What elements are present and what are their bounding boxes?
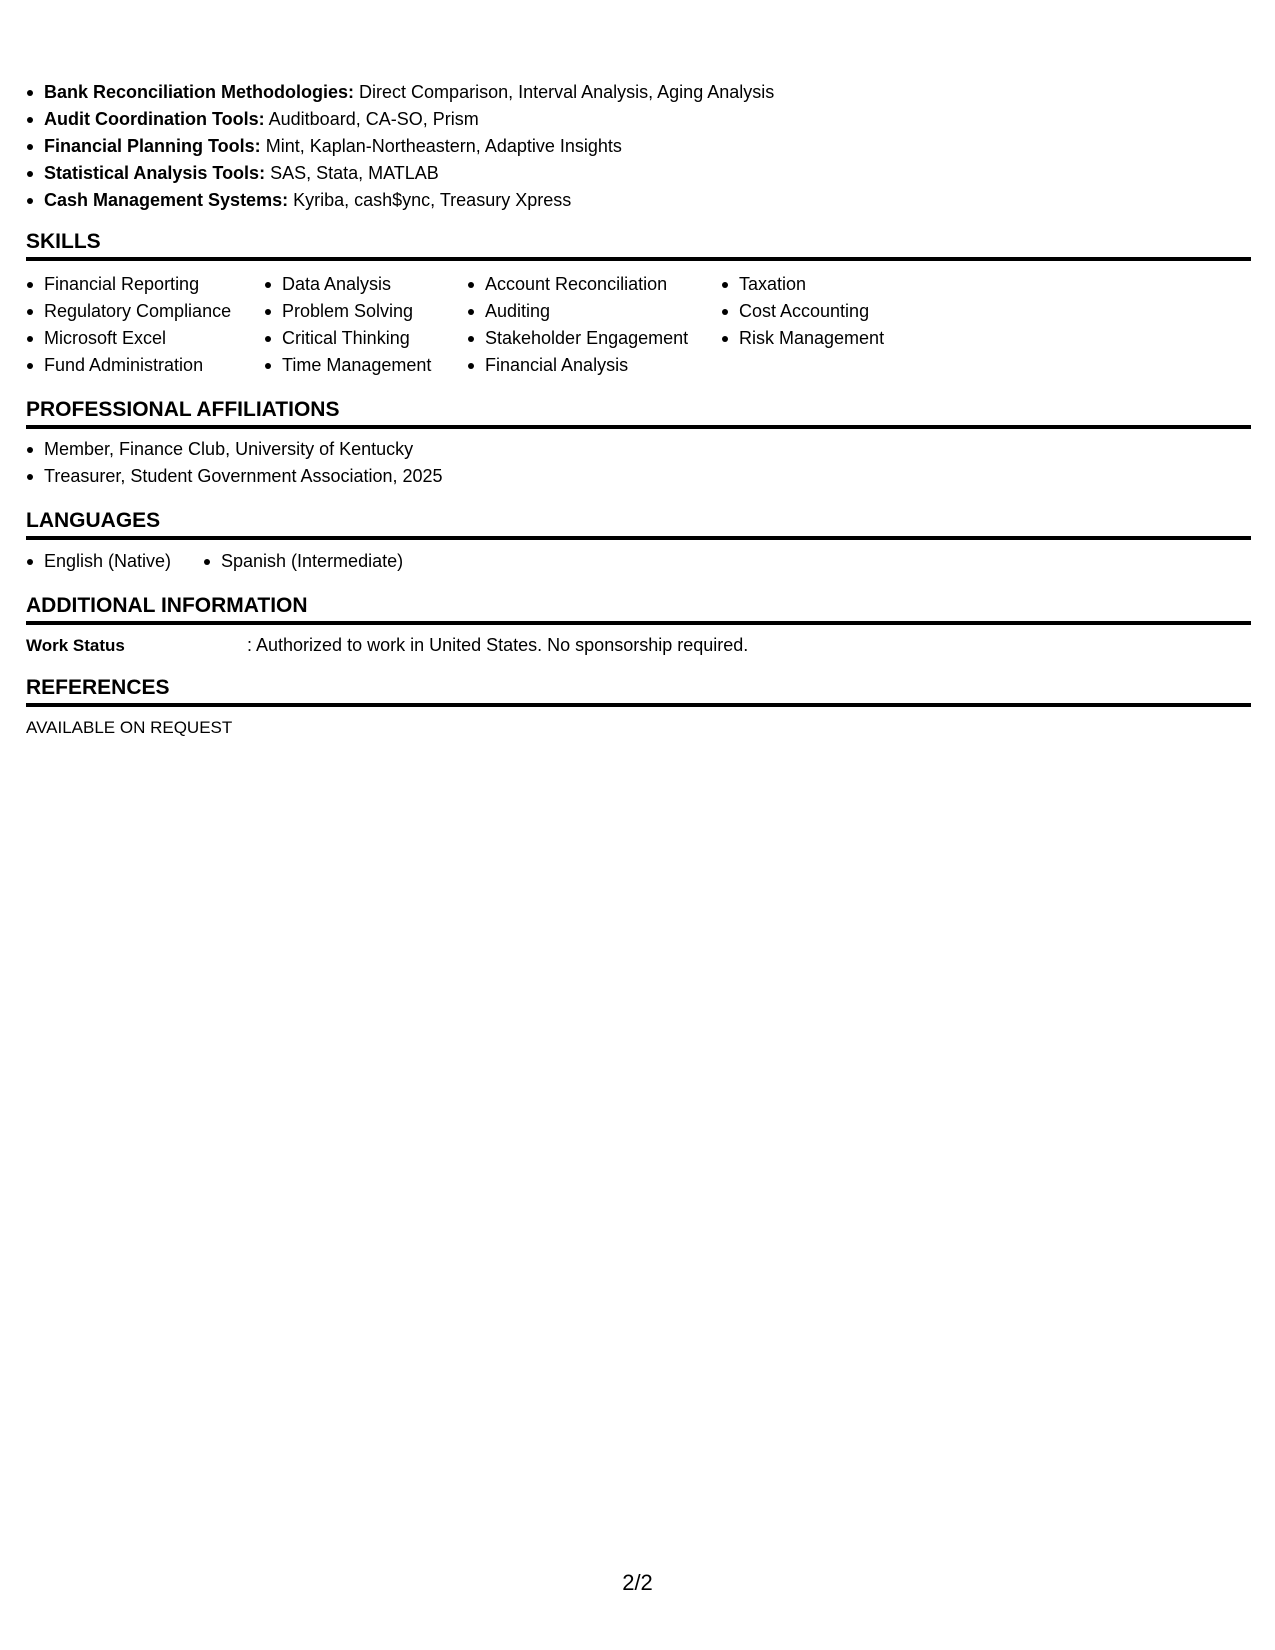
skill-item: Risk Management bbox=[721, 325, 884, 352]
skill-item: Stakeholder Engagement bbox=[467, 325, 688, 352]
affiliation-item: Member, Finance Club, University of Kentucky bbox=[26, 436, 443, 463]
skill-item: Critical Thinking bbox=[264, 325, 431, 352]
language-item: Spanish (Intermediate) bbox=[203, 548, 403, 575]
skill-item: Problem Solving bbox=[264, 298, 431, 325]
skill-item: Financial Analysis bbox=[467, 352, 688, 379]
skill-item: Time Management bbox=[264, 352, 431, 379]
skills-column-2 bbox=[264, 271, 431, 379]
tool-item-cash-management: Cash Management Systems: Kyriba, cash$ync, Treasury Xpress bbox=[26, 187, 774, 214]
work-status-label: Work Status bbox=[26, 636, 125, 655]
skill-item: Auditing bbox=[467, 298, 688, 325]
skill-item: Data Analysis bbox=[264, 271, 431, 298]
affiliation-item: Treasurer, Student Government Association, 2025 bbox=[26, 463, 443, 490]
tool-item-bank-reconciliation: Bank Reconciliation Methodologies: Direct Comparison, Interval Analysis, Aging Analysis bbox=[26, 79, 774, 106]
skills-column-1 bbox=[26, 271, 231, 379]
skills-column-3 bbox=[467, 271, 688, 379]
references-text: AVAILABLE ON REQUEST bbox=[26, 718, 233, 737]
skills-column-4 bbox=[721, 271, 884, 352]
skill-item: Taxation bbox=[721, 271, 884, 298]
affiliations-heading: PROFESSIONAL AFFILIATIONS bbox=[26, 397, 1251, 429]
additional-info-heading: ADDITIONAL INFORMATION bbox=[26, 593, 1251, 625]
tools-list bbox=[26, 79, 774, 214]
language-item: English (Native) bbox=[26, 548, 171, 575]
skill-item: Microsoft Excel bbox=[26, 325, 231, 352]
work-status-value: : Authorized to work in United States. No sponsorship required. bbox=[247, 635, 749, 655]
work-status-row bbox=[26, 634, 748, 657]
tool-item-audit-coordination: Audit Coordination Tools: Auditboard, CA-SO, Prism bbox=[26, 106, 774, 133]
skills-heading: SKILLS bbox=[26, 229, 1251, 261]
tool-item-financial-planning: Financial Planning Tools: Mint, Kaplan-Northeastern, Adaptive Insights bbox=[26, 133, 774, 160]
skill-item: Regulatory Compliance bbox=[26, 298, 231, 325]
tool-item-statistical-analysis: Statistical Analysis Tools: SAS, Stata, MATLAB bbox=[26, 160, 774, 187]
skill-item: Cost Accounting bbox=[721, 298, 884, 325]
skill-item: Financial Reporting bbox=[26, 271, 231, 298]
skill-item: Account Reconciliation bbox=[467, 271, 688, 298]
page-number: 2/2 bbox=[622, 1570, 653, 1595]
affiliations-list bbox=[26, 436, 443, 490]
references-heading: REFERENCES bbox=[26, 675, 1251, 707]
skill-item: Fund Administration bbox=[26, 352, 231, 379]
languages-heading: LANGUAGES bbox=[26, 508, 1251, 540]
